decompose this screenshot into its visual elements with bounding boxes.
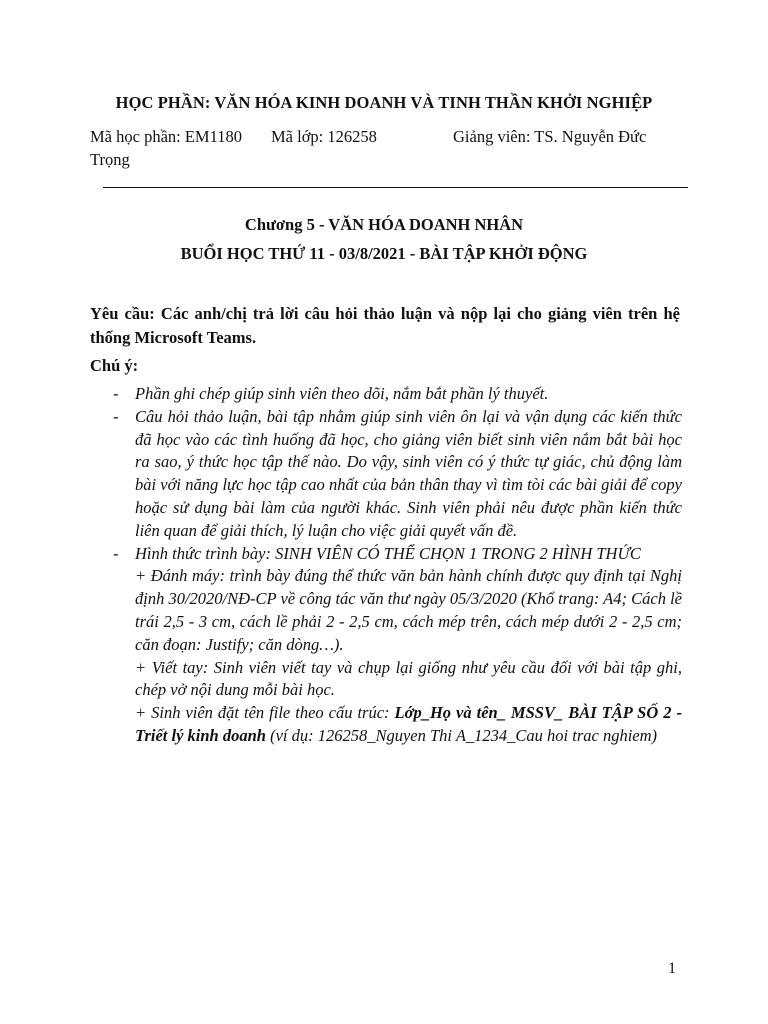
course-title: HỌC PHẦN: VĂN HÓA KINH DOANH VÀ TINH THẦN KHỞI NGHIỆP	[115, 93, 653, 112]
filename-pattern: Lớp_Họ và tên_ MSSV_ BÀI TẬP SỐ 2 - Triết lý kinh doanh	[135, 703, 683, 745]
notes-list	[90, 383, 682, 748]
format-intro: Hình thức trình bày: SINH VIÊN CÓ THỂ CHỌN 1 TRONG 2 HÌNH THỨC	[135, 543, 641, 563]
list-item	[90, 383, 682, 406]
header-divider	[103, 187, 688, 188]
bullet-text: Phần ghi chép giúp sinh viên theo dõi, nắm bắt phần lý thuyết.	[135, 384, 549, 403]
list-item	[90, 406, 682, 543]
note-label: Chú ý:	[90, 356, 139, 375]
course-code: Mã học phần: EM1180	[90, 127, 242, 146]
lecturer: Giảng viên: TS. Nguyễn Đức	[453, 127, 647, 146]
chapter-title: Chương 5 - VĂN HÓA DOANH NHÂN	[244, 215, 524, 234]
requirement-paragraph: Yêu cầu: Các anh/chị trả lời câu hỏi thảo luận và nộp lại cho giảng viên trên hệ thống Microsoft Teams.	[90, 304, 680, 347]
format-typed: + Đánh máy: trình bày đúng thể thức văn bản hành chính được quy định tại Nghị định 30/2020/NĐ-CP về công tác văn thư ngày 05/3/2020 (Khổ trang: A4; Cách lề trái 2,5 - 3 cm, cách lề phải 2 - 2,5 cm, cách mép trên, cách mép dưới 2 - 2,5 cm; căn đoạn: Justify; căn dòng…).	[135, 566, 682, 654]
bullet-dash: -	[113, 543, 119, 563]
filename-example: (ví dụ: 126258_Nguyen Thi A_1234_Cau hoi trac nghiem)	[270, 725, 658, 745]
lecturer-name-continued: Trọng	[90, 150, 130, 169]
list-item	[90, 543, 682, 748]
class-code: Mã lớp: 126258	[271, 127, 377, 146]
bullet-dash: -	[113, 384, 119, 403]
bullet-text: Câu hỏi thảo luận, bài tập nhằm giúp sinh viên ôn lại và vận dụng các kiến thức đã học vào các tình huống đã học, cho giảng viên biết sinh viên nắm bắt bài học ra sao, ý thức học tập thế nào. Do vậy, sinh viên có ý thức tự giác, chủ động làm bài với năng lực học tập cao nhất của bản thân thay vì tìm tòi các bài giải để copy hoặc sử dụng bài làm của người khác. Sinh viên phải nêu được phần kiến thức liên quan để giải thích, lý luận cho việc giải quyết vấn đề.	[135, 406, 682, 540]
filename-prefix: + Sinh viên đặt tên file theo cấu trúc:	[135, 703, 390, 723]
session-title: BUỔI HỌC THỨ 11 - 03/8/2021 - BÀI TẬP KHỞI ĐỘNG	[180, 244, 588, 263]
format-filename	[135, 702, 682, 748]
page-number: 1	[668, 960, 676, 977]
format-handwritten: + Viết tay: Sinh viên viết tay và chụp lại giống như yêu cầu đối với bài tập ghi, chép vở nội dung mỗi bài học.	[135, 657, 682, 700]
bullet-dash: -	[113, 406, 119, 426]
